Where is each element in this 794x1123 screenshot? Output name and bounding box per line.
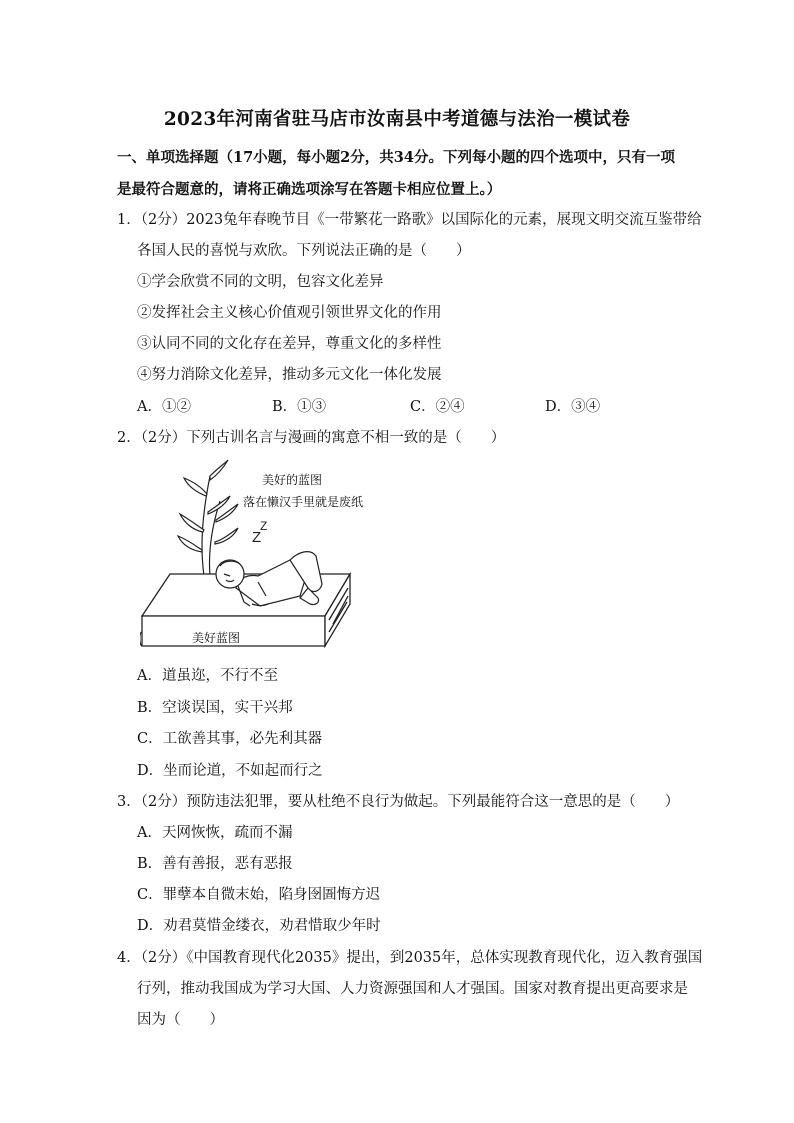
q3-option-b[interactable]: B．善有善报，恶有恶报 <box>137 856 293 872</box>
q1-option-b[interactable]: B．①③ <box>272 399 327 415</box>
cartoon-caption-line1: 美好的蓝图 <box>262 473 323 487</box>
q2-stem: 2．（2分）下列古训名言与漫画的寓意不相一致的是（ ） <box>117 430 506 446</box>
q4-stem-line3: 因为（ ） <box>137 1012 224 1028</box>
q1-item-2: ②发挥社会主义核心价值观引领世界文化的作用 <box>137 305 442 321</box>
q3-option-d[interactable]: D．劝君莫惜金缕衣，劝君惜取少年时 <box>137 918 381 934</box>
q2-option-c[interactable]: C．工欲善其事，必先利其器 <box>137 731 323 747</box>
cartoon-illustration <box>140 456 370 650</box>
q3-stem: 3．（2分）预防违法犯罪，要从杜绝不良行为做起。下列最能符合这一意思的是（ ） <box>117 794 680 810</box>
cartoon-caption-line2: 落在懒汉手里就是废纸 <box>243 495 364 509</box>
q3-option-a[interactable]: A．天网恢恢，疏而不漏 <box>137 825 293 841</box>
q4-stem-line2: 行列，推动我国成为学习大国、人力资源强国和人才强国。国家对教育提出更高要求是 <box>137 981 688 997</box>
q2-option-a[interactable]: A．道虽迩，不行不至 <box>137 668 278 684</box>
sleep-z-mark-small: Z <box>260 519 268 533</box>
book-label: 美好蓝图 <box>192 631 241 645</box>
q2-option-b[interactable]: B．空谈误国，实干兴邦 <box>137 700 293 716</box>
sleep-z-mark: Z <box>252 529 262 546</box>
q1-option-d[interactable]: D．③④ <box>545 399 601 415</box>
q1-item-4: ④努力消除文化差异，推动多元文化一体化发展 <box>137 367 442 383</box>
section-header: 一、单项选择题（17小题，每小题2分，共34分。下列每小题的四个选项中，只有一项是最符合题意的，请将正确选项涂写在答题卡相应位置上。） <box>117 149 675 198</box>
q4-stem-line1: 4．（2分）《中国教育现代化2035》提出，到2035年，总体实现教育现代化，迈入教育强国 <box>117 950 703 966</box>
q1-stem-line1: 1．（2分）2023兔年春晚节目《一带繁花一路歌》以国际化的元素，展现文明交流互鉴带给 <box>117 212 702 228</box>
exam-title: 2023年河南省驻马店市汝南县中考道德与法治一模试卷 <box>163 109 631 130</box>
q1-option-c[interactable]: C．②④ <box>410 399 465 415</box>
q1-stem-line2: 各国人民的喜悦与欢欣。下列说法正确的是（ ） <box>137 243 471 259</box>
q1-item-1: ①学会欣赏不同的文明，包容文化差异 <box>137 274 384 290</box>
q1-item-3: ③认同不同的文化存在差异，尊重文化的多样性 <box>137 336 442 352</box>
q3-option-c[interactable]: C．罪孽本自微末始，陷身囹圄悔方迟 <box>137 887 381 903</box>
q1-option-a[interactable]: A．①② <box>137 399 191 415</box>
q2-option-d[interactable]: D．坐而论道，不如起而行之 <box>137 763 323 779</box>
